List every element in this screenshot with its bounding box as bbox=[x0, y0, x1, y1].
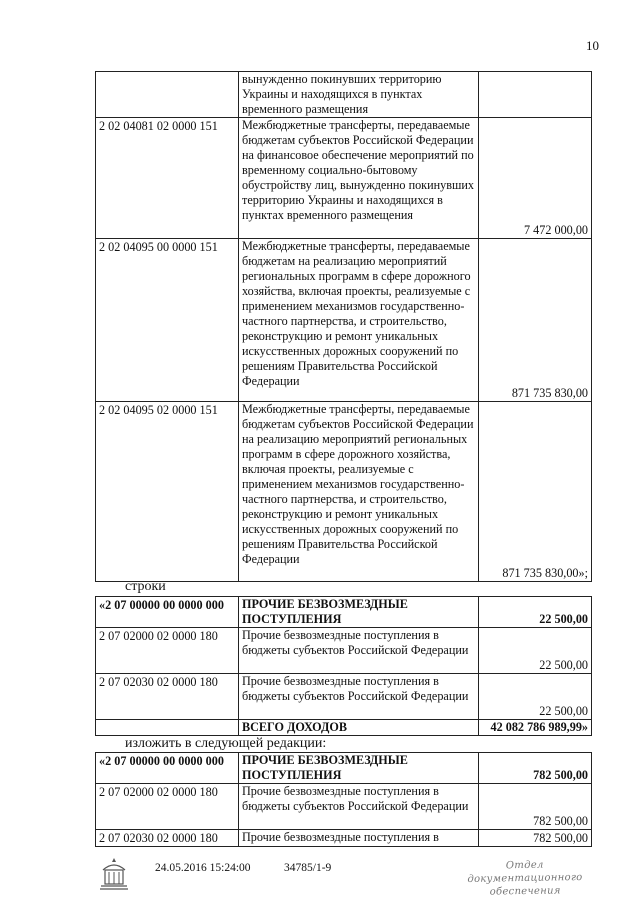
table-row bbox=[96, 628, 592, 674]
registration-stamp bbox=[450, 858, 601, 900]
row-description: Межбюджетные трансферты, передаваемые бюджетам субъектов Российской Федерации на финансовое обеспечение мероприятий по временному социально-бытовому обустройству лиц, вынужденно покинувших территорию Украины и находящихся в пунктах временного размещения bbox=[239, 118, 479, 239]
footer-datetime: 24.05.2016 15:24:00 bbox=[155, 862, 251, 874]
note-edit: изложить в следующей редакции: bbox=[125, 736, 327, 751]
row-code: «2 07 00000 00 0000 000 bbox=[96, 753, 239, 784]
row-description: Прочие безвозмездные поступления в бюджеты субъектов Российской Федерации bbox=[239, 784, 479, 830]
row-amount: 22 500,00 bbox=[479, 674, 592, 720]
page-number: 10 bbox=[586, 38, 599, 53]
note-rows: строки bbox=[125, 579, 166, 594]
row-amount: 7 472 000,00 bbox=[479, 118, 592, 239]
income-table-continued bbox=[95, 71, 592, 582]
row-amount: 871 735 830,00 bbox=[479, 239, 592, 402]
row-code: 2 07 02000 02 0000 180 bbox=[96, 628, 239, 674]
total-amount: 42 082 786 989,99» bbox=[479, 720, 592, 736]
row-code: 2 07 02030 02 0000 180 bbox=[96, 830, 239, 847]
row-description: ПРОЧИЕ БЕЗВОЗМЕЗДНЫЕ ПОСТУПЛЕНИЯ bbox=[239, 753, 479, 784]
row-code: 2 02 04081 02 0000 151 bbox=[96, 118, 239, 239]
row-amount bbox=[479, 72, 592, 118]
table-row bbox=[96, 830, 592, 847]
total-label: ВСЕГО ДОХОДОВ bbox=[239, 720, 479, 736]
emblem-icon bbox=[97, 856, 131, 892]
table-row bbox=[96, 72, 592, 118]
table-row bbox=[96, 118, 592, 239]
income-table-new bbox=[95, 752, 592, 847]
row-code: 2 02 04095 02 0000 151 bbox=[96, 402, 239, 582]
row-description: ПРОЧИЕ БЕЗВОЗМЕЗДНЫЕ ПОСТУПЛЕНИЯ bbox=[239, 597, 479, 628]
row-description: вынужденно покинувших территорию Украины и находящихся в пунктах временного размещения bbox=[239, 72, 479, 118]
row-code: 2 07 02000 02 0000 180 bbox=[96, 784, 239, 830]
row-code: 2 07 02030 02 0000 180 bbox=[96, 674, 239, 720]
row-amount: 22 500,00 bbox=[479, 628, 592, 674]
row-code bbox=[96, 72, 239, 118]
stamp-line-2: обеспечения bbox=[489, 885, 561, 898]
row-description: Прочие безвозмездные поступления в бюджеты субъектов Российской Федерации bbox=[239, 674, 479, 720]
row-description: Межбюджетные трансферты, передаваемые бюджетам субъектов Российской Федерации на реализацию мероприятий региональных программ в сфере дорожного хозяйства, включая проекты, реализуемые с применением механизмов государственно-частного партнерства, и строительство, реконструкцию и ремонт уникальных искусственных дорожных сооружений по решениям Правительства Российской Федерации bbox=[239, 402, 479, 582]
table-row bbox=[96, 239, 592, 402]
row-amount: 782 500,00 bbox=[479, 830, 592, 847]
row-code bbox=[96, 720, 239, 736]
income-table-old bbox=[95, 596, 592, 736]
row-description: Прочие безвозмездные поступления в бюджеты субъектов Российской Федерации bbox=[239, 628, 479, 674]
row-code: 2 02 04095 00 0000 151 bbox=[96, 239, 239, 402]
row-description: Межбюджетные трансферты, передаваемые бюджетам на реализацию мероприятий региональных программ в сфере дорожного хозяйства, включая проекты, реализуемые с применением механизмов государственно-частного партнерства, и строительство, реконструкцию и ремонт уникальных искусственных дорожных сооружений по решениям Правительства Российской Федерации bbox=[239, 239, 479, 402]
table-header-row bbox=[96, 597, 592, 628]
row-description: Прочие безвозмездные поступления в bbox=[239, 830, 479, 847]
table-row bbox=[96, 784, 592, 830]
row-amount: 871 735 830,00»; bbox=[479, 402, 592, 582]
footer-doc-number: 34785/1-9 bbox=[284, 862, 332, 874]
row-code: «2 07 00000 00 0000 000 bbox=[96, 597, 239, 628]
stamp-line-1: Отдел документационного bbox=[467, 859, 583, 886]
table-row bbox=[96, 402, 592, 582]
table-row bbox=[96, 674, 592, 720]
total-row bbox=[96, 720, 592, 736]
row-amount: 782 500,00 bbox=[479, 753, 592, 784]
row-amount: 782 500,00 bbox=[479, 784, 592, 830]
table-header-row bbox=[96, 753, 592, 784]
row-amount: 22 500,00 bbox=[479, 597, 592, 628]
